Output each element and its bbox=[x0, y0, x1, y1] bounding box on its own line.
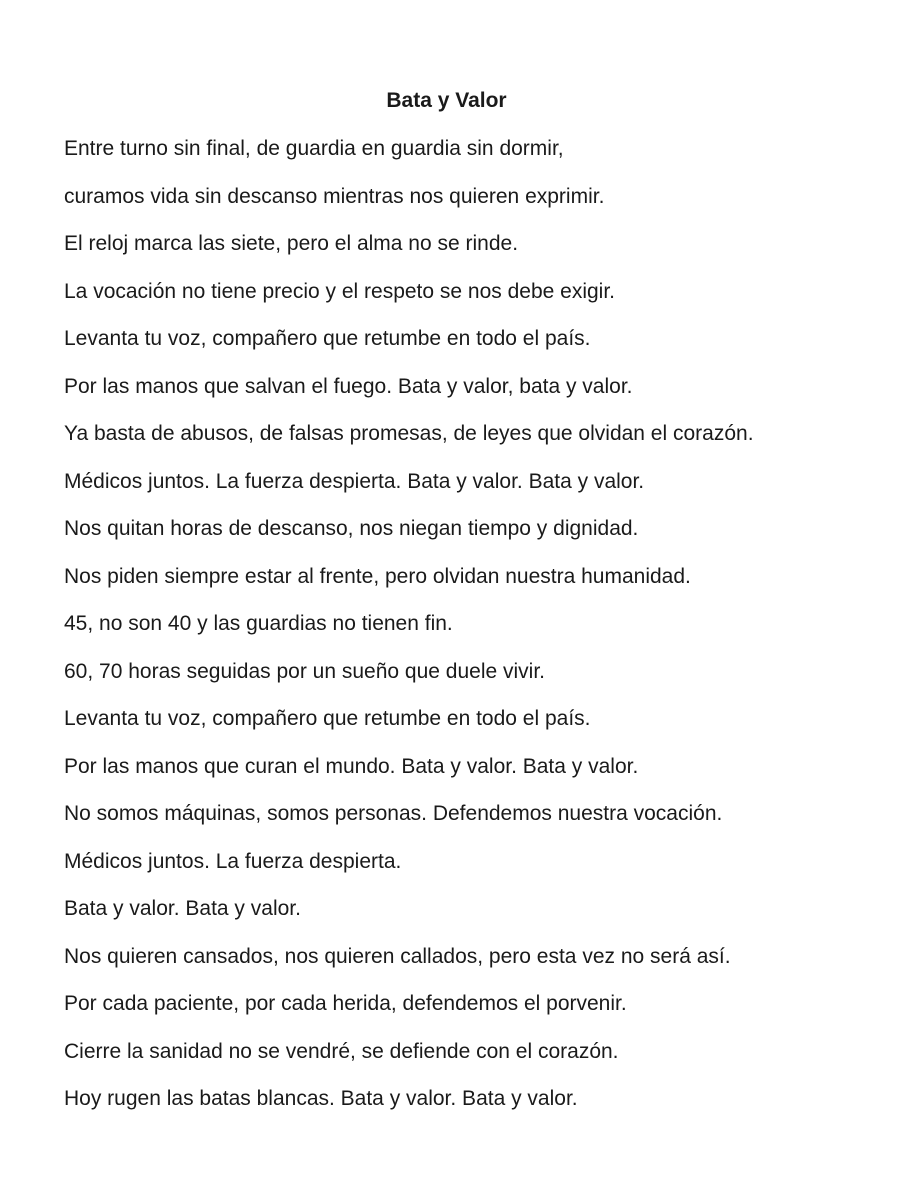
document-title: Bata y Valor bbox=[386, 89, 507, 112]
lyric-line: Levanta tu voz, compañero que retumbe en todo el país. bbox=[64, 327, 591, 350]
lyric-line: Por las manos que salvan el fuego. Bata y valor, bata y valor. bbox=[64, 374, 633, 398]
lyric-line: Bata y valor. Bata y valor. bbox=[64, 897, 301, 920]
lyric-line: Médicos juntos. La fuerza despierta. bbox=[64, 849, 402, 873]
lyric-line: Nos quieren cansados, nos quieren callados, pero esta vez no será así. bbox=[64, 944, 731, 968]
lyric-line: Hoy rugen las batas blancas. Bata y valor. Bata y valor. bbox=[64, 1087, 578, 1110]
lyric-line: curamos vida sin descanso mientras nos quieren exprimir. bbox=[64, 184, 605, 208]
lyric-line: Por cada paciente, por cada herida, defendemos el porvenir. bbox=[64, 992, 627, 1015]
lyric-line: Por las manos que curan el mundo. Bata y valor. Bata y valor. bbox=[64, 754, 639, 778]
lyric-line: Nos quitan horas de descanso, nos niegan tiempo y dignidad. bbox=[64, 517, 639, 540]
lyrics-body bbox=[64, 134, 844, 1132]
lyric-line: No somos máquinas, somos personas. Defendemos nuestra vocación. bbox=[64, 802, 723, 825]
lyric-line: Cierre la sanidad no se vendré, se defiende con el corazón. bbox=[64, 1039, 619, 1063]
lyric-line: El reloj marca las siete, pero el alma no se rinde. bbox=[64, 232, 519, 255]
lyric-line: 60, 70 horas seguidas por un sueño que duele vivir. bbox=[64, 659, 546, 683]
lyric-line: Levanta tu voz, compañero que retumbe en todo el país. bbox=[64, 707, 591, 730]
lyric-line: Nos piden siempre estar al frente, pero olvidan nuestra humanidad. bbox=[64, 564, 691, 588]
lyric-line: 45, no son 40 y las guardias no tienen fin. bbox=[64, 612, 453, 635]
lyric-line: Ya basta de abusos, de falsas promesas, de leyes que olvidan el corazón. bbox=[64, 422, 754, 445]
lyric-line: Entre turno sin final, de guardia en guardia sin dormir, bbox=[64, 137, 564, 160]
lyric-line: La vocación no tiene precio y el respeto se nos debe exigir. bbox=[64, 279, 616, 303]
lyric-line: Médicos juntos. La fuerza despierta. Bata y valor. Bata y valor. bbox=[64, 469, 645, 493]
